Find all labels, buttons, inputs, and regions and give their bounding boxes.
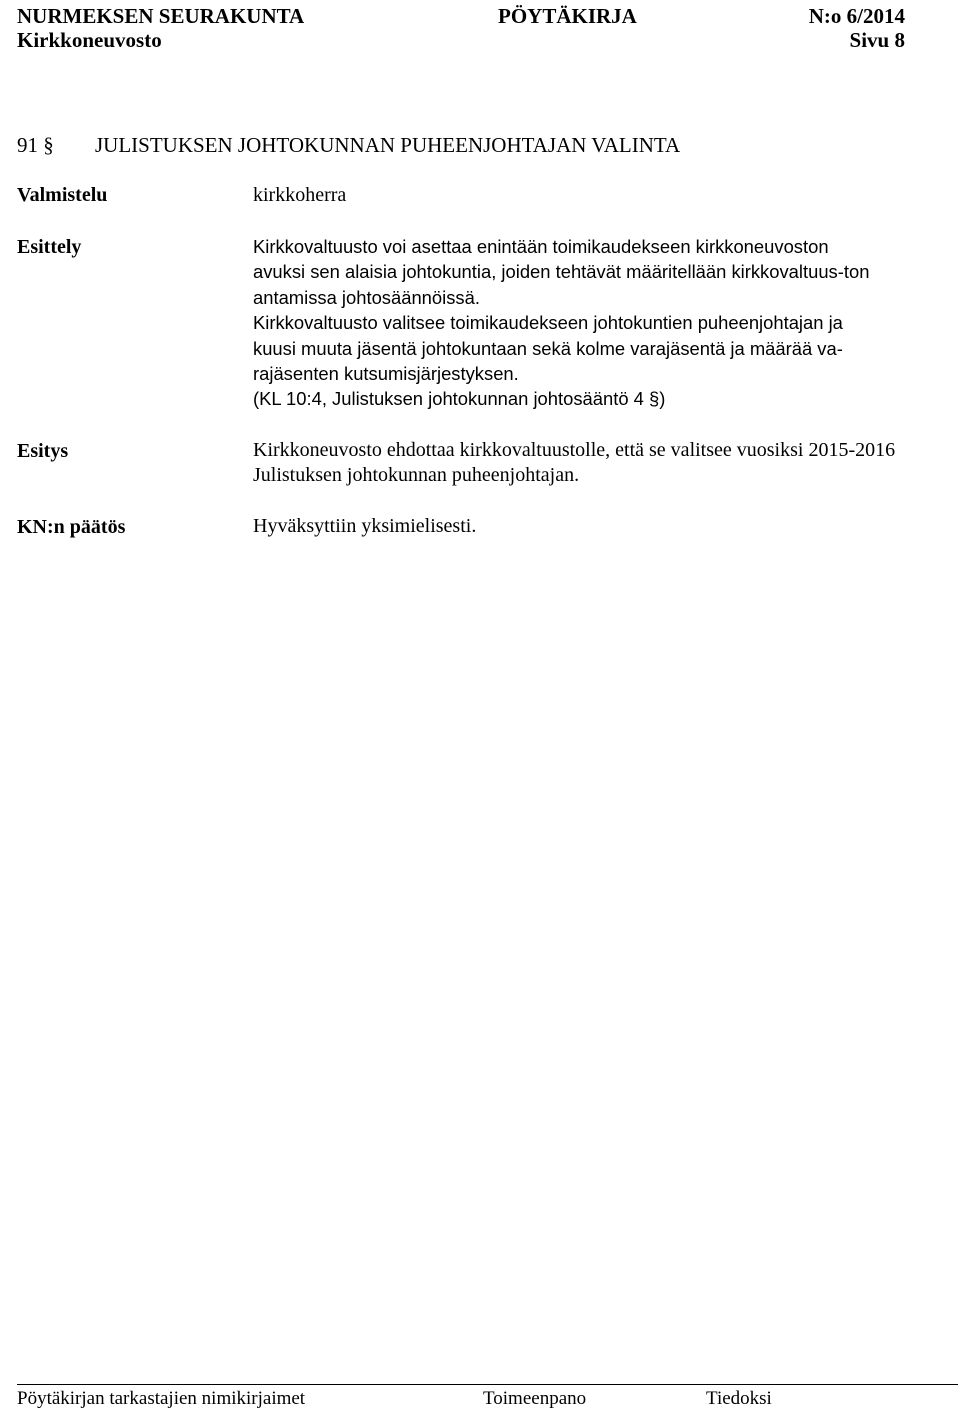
esittely-line: kuusi muuta jäsentä johtokuntaan sekä kolme varajäsentä ja määrää va- bbox=[253, 337, 843, 359]
esitys-text: Kirkkoneuvosto ehdottaa kirkkovaltuustolle, että se valitsee vuosiksi 2015-2016 Julistuksen johtokunnan puheenjohtajan. bbox=[253, 439, 896, 487]
document-type: PÖYTÄKIRJA bbox=[498, 4, 637, 28]
valmistelu-label: Valmistelu bbox=[17, 184, 108, 206]
paatos-text: Hyväksyttiin yksimielisesti. bbox=[253, 515, 477, 537]
esittely-line: antamissa johtosäännöissä. bbox=[253, 286, 480, 308]
esittely-line: rajäsenten kutsumisjärjestyksen. bbox=[253, 363, 519, 385]
footer-info-label: Tiedoksi bbox=[706, 1388, 772, 1409]
paatos-label: KN:n päätös bbox=[17, 516, 126, 538]
section-title: JULISTUKSEN JOHTOKUNNAN PUHEENJOHTAJAN VALINTA bbox=[95, 133, 681, 157]
footer-divider bbox=[17, 1384, 958, 1385]
esittely-text bbox=[253, 234, 933, 412]
esitys-label: Esitys bbox=[17, 440, 69, 462]
page-number: Sivu 8 bbox=[849, 28, 905, 52]
section-number: 91 § bbox=[17, 133, 54, 157]
footer-signatures-label: Pöytäkirjan tarkastajien nimikirjaimet bbox=[17, 1388, 306, 1409]
valmistelu-text: kirkkoherra bbox=[253, 184, 347, 206]
organization-name: NURMEKSEN SEURAKUNTA bbox=[17, 4, 305, 28]
esittely-line: Kirkkovaltuusto valitsee toimikaudekseen johtokuntien puheenjohtajan ja bbox=[253, 312, 843, 334]
esittely-label: Esittely bbox=[17, 236, 82, 258]
esittely-line: avuksi sen alaisia johtokuntia, joiden tehtävät määritellään kirkkovaltuus-ton bbox=[253, 261, 870, 283]
document-number: N:o 6/2014 bbox=[808, 4, 905, 28]
esittely-line: (KL 10:4, Julistuksen johtokunnan johtosääntö 4 §) bbox=[253, 388, 666, 410]
section-heading bbox=[17, 131, 680, 159]
esittely-line: Kirkkovaltuusto voi asettaa enintään toimikaudekseen kirkkoneuvoston bbox=[253, 236, 829, 257]
governing-body: Kirkkoneuvosto bbox=[17, 28, 162, 52]
footer-execution-label: Toimeenpano bbox=[483, 1388, 587, 1409]
